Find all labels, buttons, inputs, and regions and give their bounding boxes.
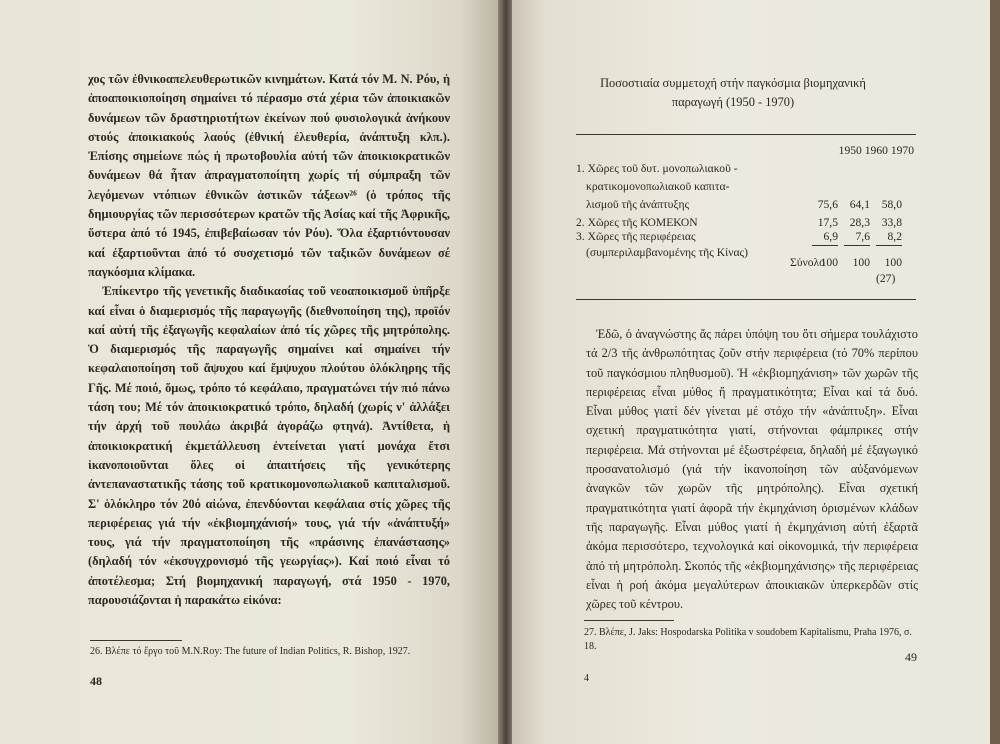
table-sum-dash	[812, 245, 838, 246]
table-total-1970: 100	[884, 256, 902, 269]
right-body-text	[586, 325, 918, 614]
table-cell-1970: 33,8	[881, 216, 902, 229]
table-cell-1950: 17,5	[817, 216, 838, 229]
table-row-label: 1. Χῶρες τοῦ δυτ. μονοπωλιακοῦ -	[576, 162, 738, 175]
left-body-text	[88, 70, 450, 610]
table-cell-1960: 7,6	[855, 230, 870, 243]
table-row-label: λισμοῦ τῆς ἀνάπτυξης	[586, 198, 690, 211]
right-footnote-rule	[584, 620, 674, 621]
printer-signature-mark: 4	[584, 673, 589, 684]
table-cell-1970: 58,0	[881, 198, 902, 211]
table-total-1950: 100	[820, 256, 838, 269]
table-cell-1970: 8,2	[887, 230, 902, 243]
table-sum-dash	[844, 245, 870, 246]
table-year-header: 1950 1960 1970	[838, 144, 914, 157]
table-total-1960: 100	[852, 256, 870, 269]
table-total-row	[576, 254, 916, 272]
table-cell-1960: 28,3	[849, 216, 870, 229]
table-row	[576, 160, 916, 178]
table-cell-1950: 6,9	[823, 230, 838, 243]
table-reference: (27)	[876, 272, 896, 285]
left-page-number: 48	[90, 674, 102, 688]
table-cell-1960: 64,1	[849, 198, 870, 211]
left-footnote-rule	[90, 640, 182, 641]
right-page-number: 49	[905, 650, 917, 664]
table-cell-1950: 75,6	[817, 198, 838, 211]
left-paragraph-1: χος τῶν ἐθνικοαπελευθερωτικῶν κινημάτων. Κατά τόν Μ. Ν. Ρόυ, ἡ ἀποαποικιοποίηση σημαίνει τό πέρασμο στά χέρια τῶν ἀποικιακῶν δυνάμεων τῶν δραστηριοτήτων ἐκείνων πού φυσιολογικά ἀνήκουν στούς ἀποικιακούς λαούς (ἐθνική ἐλευθερία, ἀνάπτυξη κλπ.). Ἐπίσης σημείωνε πώς ἡ πρωτοβουλία αὐτή τῶν ἀποικιοκρατικῶν δυνάμεων θά ἦταν ἀπραγματοποίητη χωρίς τή σύμπραξη τῶν λεγόμενων ντόπιων ἐθνικῶν ἀστικῶν τάξεων²⁶ (ὁ τρόπος τῆς δημιουργίας τῶν περισσότερων κρατῶν τῆς Ἀσίας καί τῆς Ἀφρικῆς, ὕστερα ἀπό τό 1945, ἐπιβεβαίωσαν τόν Ρόυ). Ὅλα ἐξαρτιόντουσαν καί ἐξαρτιοῦνται ἀπό τό συσχετισμό τῶν ταξικῶν δυνάμεων σέ παγκόσμια κλίμακα.	[88, 72, 450, 279]
table-row	[576, 196, 916, 214]
book-cover-edge	[990, 0, 1000, 744]
table-row-label: 3. Χῶρες τῆς περιφέρειας	[576, 230, 696, 243]
table-total-label: Σύνολο	[790, 256, 825, 269]
table-bottom-rule	[576, 299, 916, 300]
left-footnote: 26. Βλέπε τό ἔργο τοῦ Μ.Ν.Roy: The future of Indian Politics, R. Bishop, 1927.	[90, 646, 411, 657]
table-row-label: κρατικομονοπωλιακοῦ καπιτα-	[586, 180, 730, 193]
table-top-rule	[576, 134, 916, 135]
left-paragraph-2: Ἐπίκεντρο τῆς γενετικῆς διαδικασίας τοῦ νεοαποικισμοῦ ὑπῆρξε καί εἶναι ὁ διαμερισμός τῆς παραγωγῆς (διεθνοποίηση της), προϊόν καί αὐτή τῆς ἐξαγωγῆς κεφαλαίων ἀπό τίς χῶρες τῆς μητρόπολης. Ὁ διαμερισμός τῆς παραγωγῆς σημαίνει καί σημαίνει τήν κεφαλαιοποίηση τοῦ ἄψυχου καί ἔμψυχου πλούτου ὁλόκληρης τῆς Γῆς. Μέ ποιό, ὅμως, τρόπο τό κεφάλαιο, πραγματώνει τήν πιό πάνω τάση του; Μέ τόν ἀποικιοκρατικό τρόπο, δηλαδή (χωρίς ν' ἀλλάξει τήν ἀρχή τοῦ πουλάω ἀκριβά ἀγοράζω φτηνά). Ἀντίθετα, ἡ ἀποικιοκρατική ἐκμετάλλευση ἐντείνεται γιατί μονάχα ἔτσι ἱκανοποιοῦνται ὅλες οἱ ἀπαιτήσεις τῆς γενικότερης ἀντεπαναστατικῆς τάσης τοῦ κρατικομονοπωλιακοῦ καπιταλισμοῦ. Σ' ὁλόκληρο τόν 20ό αἰώνα, ἐπενδύονται κεφάλαια στίς χῶρες τῆς περιφέρειας γιά τήν «ἐκβιομηχάνισή» τους, γιά τήν «ἀνάπτυξή» τους, γιά τήν πραγματοποίηση τῆς «πράσινης ἐπανάστασης» (δηλαδή τόν «ἐκσυγχρονισμό τῆς γεωργίας»). Καί ποιό εἶναι τό ἀποτέλεσμα; Στή βιομηχανική παραγωγή, στά 1950 - 1970, παρουσιάζονται ἡ παρακάτω εἰκόνα:	[88, 284, 450, 608]
table-row-label: (συμπεριλαμβανομένης τῆς Κίνας)	[586, 246, 748, 259]
right-paragraph: Ἐδῶ, ὁ ἀναγνώστης ἄς πάρει ὑπόψη του ὅτι σήμερα τουλάχιστο τά 2/3 τῆς ἀνθρωπότητας ζοῦν στήν περιφέρεια (τό 70% περίπου τοῦ παγκόσμιου πληθυσμοῦ). Ἡ «ἐκβιομηχάνιση» τῶν χωρῶν τῆς περιφέρειας εἶναι μύθος ἤ πραγματικότητα; Εἶναι καί τά δυό. Εἶναι μύθος γιατί δέν γίνεται μέ στόχο τήν «ἀνάπτυξη». Εἶναι σχετική πραγματικότητα γιατί, στήνονται φάμπρικες στήν περιφέρεια. Μά στήνονται μέ ἐξωστρέφεια, δηλαδή μέ ἐξαγωγικό προσανατολισμό (γιά τήν ἱκανοποίηση τῶν αὐξανόμενων ἀναγκῶν τῶν χωρῶν τῆς μητρόπολης). Εἶναι σχετική πραγματικότητα γιατί ἀφορᾶ τήν ἐκμηχάνιση ὁρισμένων κλάδων τῆς παραγωγῆς. Εἶναι μύθος γιατί ἡ ἐκμηχάνιση αὐτή ἐξαρτᾶ ἀκόμα περισσότερο, τεχνολογικά καί οἰκονομικά, τήν περιφέρεια ἀπό τή μητρόπολη. Σκοπός τῆς «ἐκβιομηχάνισης» τῆς περιφέρειας εἶναι ἡ ροή ἀκόμα μεγαλύτερων ἀποικιακῶν ὑπερκερδῶν στίς χῶρες τοῦ κέντρου.	[586, 327, 918, 612]
table-sum-dash	[876, 245, 902, 246]
table-row-label: 2. Χῶρες τῆς ΚΟΜΕΚΟΝ	[576, 216, 698, 229]
right-footnote: 27. Βλέπε, J. Jaks: Hospodarska Politika v soudobem Kapitalismu, Praha 1976, σ. 18.	[584, 627, 912, 652]
table-caption: Ποσοστιαία συμμετοχή στήν παγκόσμια βιομηχανική παραγωγή (1950 - 1970)	[600, 76, 866, 109]
table-row	[576, 178, 916, 196]
